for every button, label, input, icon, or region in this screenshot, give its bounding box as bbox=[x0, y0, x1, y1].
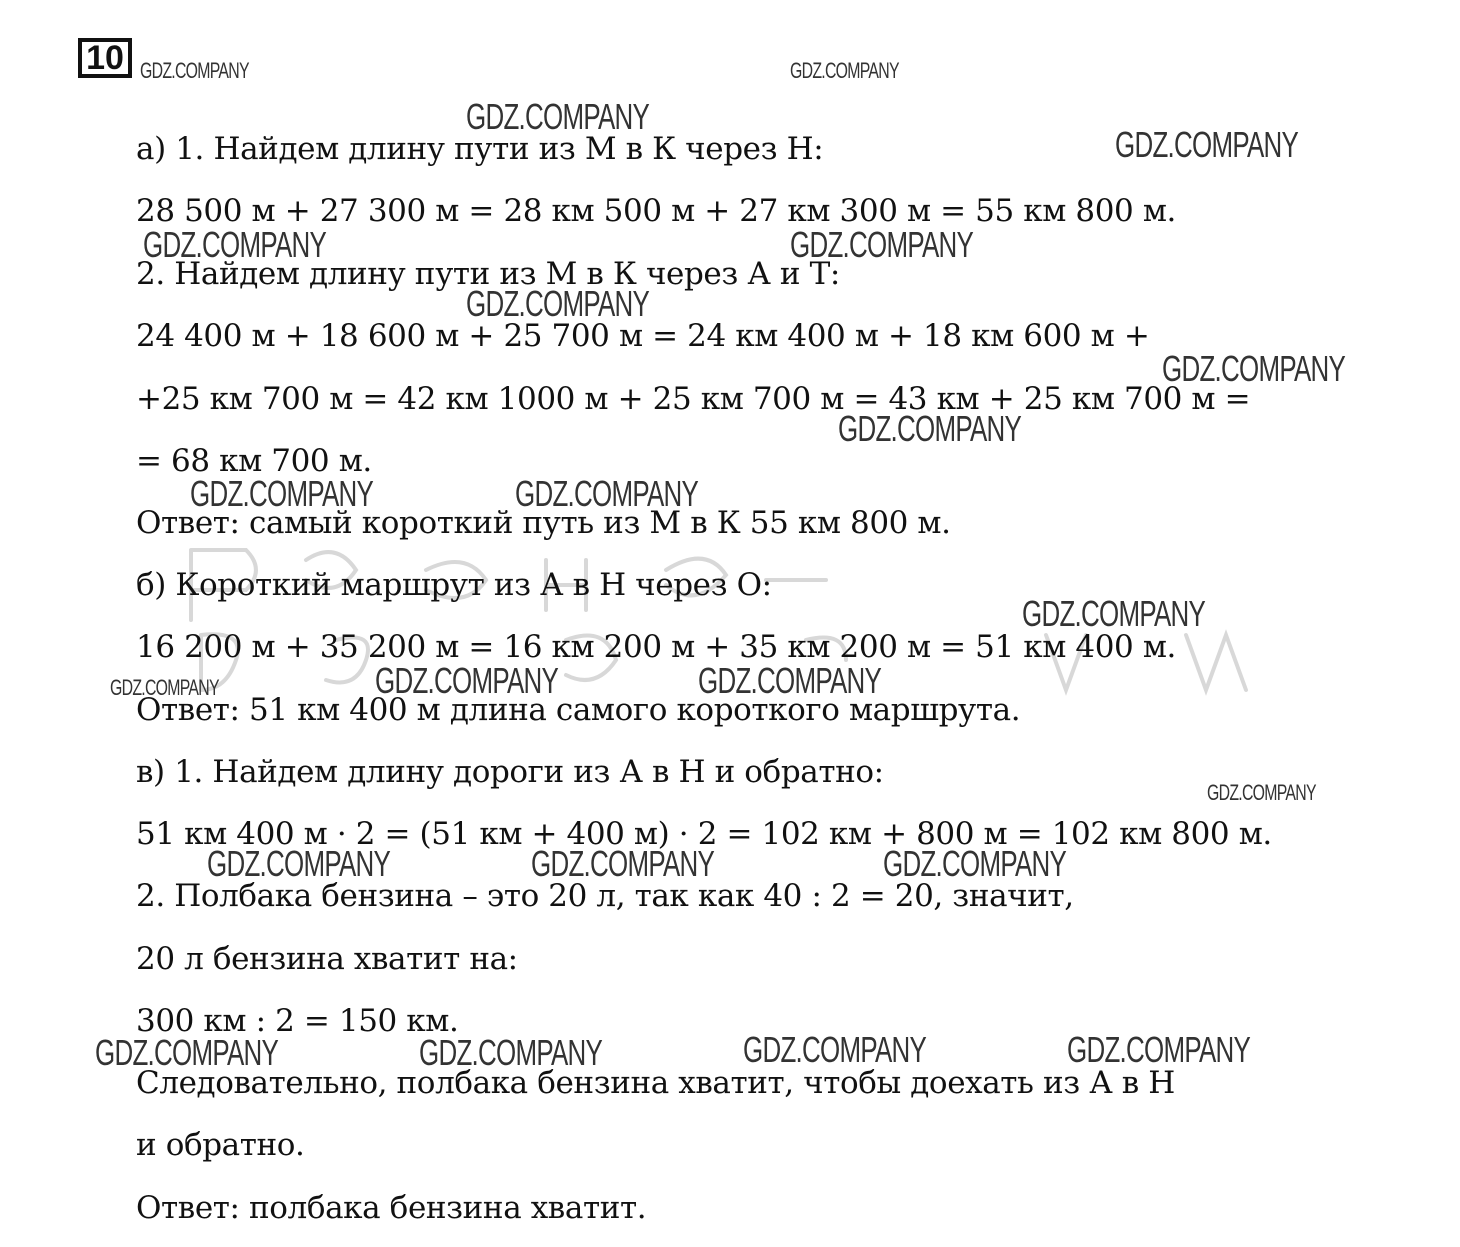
header-watermark-center: GDZ.COMPANY bbox=[790, 58, 899, 83]
solution-line-2: 28 500 м + 27 300 м = 28 км 500 м + 27 км 300 м = 55 км 800 м. bbox=[136, 193, 1176, 229]
answer-line-c: Ответ: полбака бензина хватит. bbox=[136, 1190, 647, 1226]
solution-line-c4: 300 км : 2 = 150 км. bbox=[136, 1003, 459, 1039]
watermark: GDZ.COMPANY bbox=[1022, 593, 1206, 634]
watermark: GDZ.COMPANY bbox=[375, 660, 559, 701]
answer-line-a: Ответ: самый короткий путь из М в К 55 км 800 м. bbox=[136, 505, 951, 541]
solution-line-c2: 2. Полбака бензина – это 20 л, так как 40 : 2 = 20, значит, bbox=[136, 878, 1074, 914]
solution-line-4: 24 400 м + 18 600 м + 25 700 м = 24 км 400 м + 18 км 600 м + bbox=[136, 318, 1150, 354]
watermark: GDZ.COMPANY bbox=[1207, 780, 1316, 805]
solution-line-c5: Следовательно, полбака бензина хватит, чтобы доехать из А в Н bbox=[136, 1065, 1175, 1101]
solution-line-b: б) Короткий маршрут из А в Н через О: bbox=[136, 567, 772, 603]
watermark: GDZ.COMPANY bbox=[1067, 1029, 1251, 1070]
watermark: GDZ.COMPANY bbox=[883, 843, 1067, 884]
watermark: GDZ.COMPANY bbox=[838, 408, 1022, 449]
task-number-badge: 10 bbox=[78, 38, 132, 78]
watermark: GDZ.COMPANY bbox=[466, 283, 650, 324]
watermark: GDZ.COMPANY bbox=[790, 224, 974, 265]
solution-line-5: +25 км 700 м = 42 км 1000 м + 25 км 700 м = 43 км + 25 км 700 м = bbox=[136, 381, 1251, 417]
watermark: GDZ.COMPANY bbox=[419, 1032, 603, 1073]
solution-line-b-calc: 16 200 м + 35 200 м = 16 км 200 м + 35 км 200 м = 51 км 400 м. bbox=[136, 629, 1176, 665]
watermark: GDZ.COMPANY bbox=[1115, 124, 1299, 165]
solution-line-c1: в) 1. Найдем длину дороги из А в Н и обратно: bbox=[136, 754, 884, 790]
solution-line-1: а) 1. Найдем длину пути из М в К через Н: bbox=[136, 131, 824, 167]
watermark: GDZ.COMPANY bbox=[190, 473, 374, 514]
answer-line-b: Ответ: 51 км 400 м длина самого короткого маршрута. bbox=[136, 692, 1021, 728]
watermark: GDZ.COMPANY bbox=[143, 224, 327, 265]
watermark: GDZ.COMPANY bbox=[743, 1029, 927, 1070]
solution-line-c-calc: 51 км 400 м · 2 = (51 км + 400 м) · 2 = 102 км + 800 м = 102 км 800 м. bbox=[136, 816, 1272, 852]
watermark: GDZ.COMPANY bbox=[466, 96, 650, 137]
header-watermark-left: GDZ.COMPANY bbox=[140, 58, 249, 83]
watermark: GDZ.COMPANY bbox=[698, 660, 882, 701]
watermark: GDZ.COMPANY bbox=[95, 1032, 279, 1073]
watermark: GDZ.COMPANY bbox=[531, 843, 715, 884]
watermark: GDZ.COMPANY bbox=[110, 675, 219, 700]
solution-line-6: = 68 км 700 м. bbox=[136, 443, 372, 479]
watermark: GDZ.COMPANY bbox=[1162, 348, 1346, 389]
solution-line-3: 2. Найдем длину пути из М в К через А и Т: bbox=[136, 256, 840, 292]
watermark: GDZ.COMPANY bbox=[515, 473, 699, 514]
watermark: GDZ.COMPANY bbox=[207, 843, 391, 884]
solution-line-c6: и обратно. bbox=[136, 1127, 305, 1163]
solution-line-c3: 20 л бензина хватит на: bbox=[136, 941, 518, 977]
